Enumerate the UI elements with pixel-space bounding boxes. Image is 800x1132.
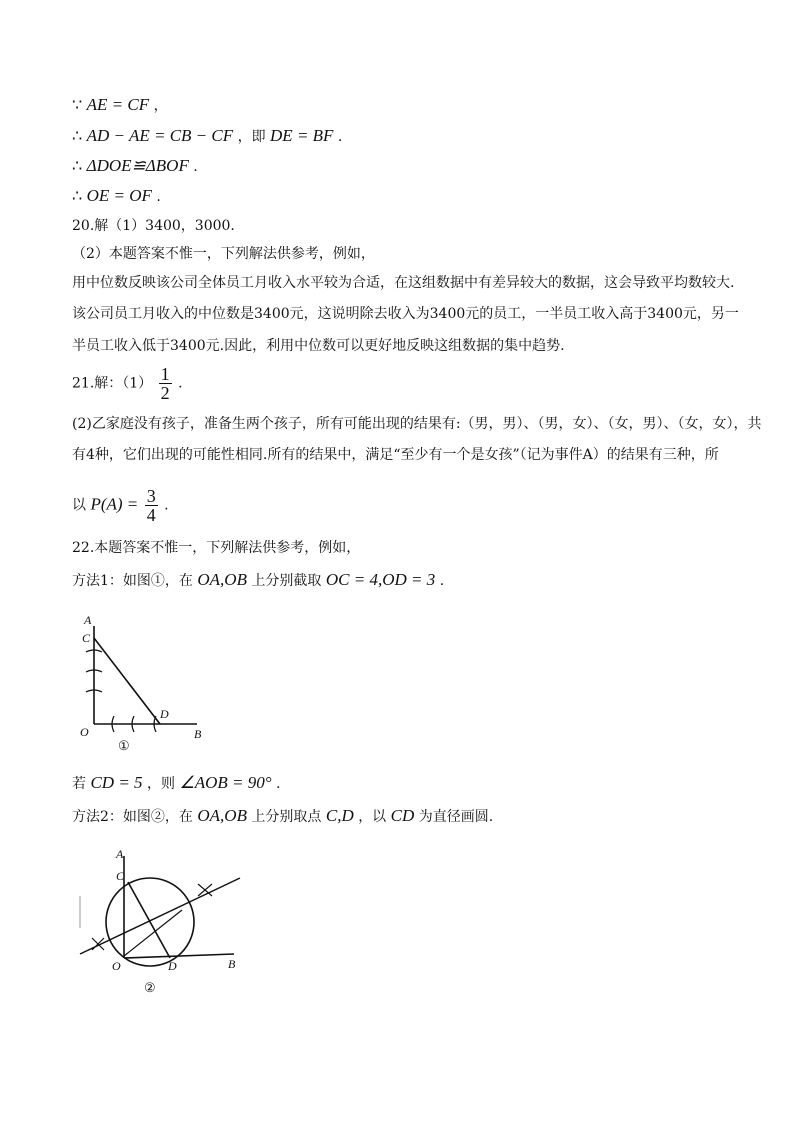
math-segment: OC = 4,OD = 3: [325, 570, 436, 589]
punctuation: .: [156, 189, 161, 205]
punctuation: .: [164, 497, 169, 514]
therefore-symbol: ∴: [72, 186, 83, 205]
q21-probability-line: [72, 487, 169, 524]
equation: AD − AE = CB − CF: [86, 126, 234, 145]
label-D: D: [160, 707, 169, 721]
text: 方法2：如图②，在: [72, 809, 193, 825]
q21-heading: 21.解：（1）: [72, 375, 153, 392]
math-segment: CD = 5: [90, 773, 143, 792]
q22-heading: 22.本题答案不惟一，下列解法供参考，例如，: [72, 540, 361, 556]
equation: AE = CF: [86, 95, 150, 114]
math-segment: OA,OB: [197, 806, 247, 825]
label-C: C: [116, 869, 125, 883]
label-C: C: [82, 631, 91, 645]
q20-heading: 20.解（1）3400，3000.: [72, 218, 235, 234]
text: 为直径画圆.: [418, 809, 494, 825]
connector-text: ，即: [237, 129, 266, 145]
figure-2-caption: ②: [144, 980, 156, 995]
probability-expression: P(A) =: [90, 494, 139, 514]
text: ，以: [358, 809, 387, 825]
text: 若: [72, 776, 86, 792]
text: 上分别截取: [251, 573, 322, 589]
label-B: B: [194, 727, 202, 741]
q20-paragraph-2: 用中位数反映该公司全体员工月收入水平较为合适，在这组数据中有差异较大的数据，这会导致平均数较大.: [72, 275, 735, 291]
therefore-symbol: ∴: [72, 126, 83, 145]
fraction-numerator: 3: [146, 486, 156, 506]
label-A: A: [84, 613, 92, 627]
proof-line-4: [72, 186, 161, 207]
segment-CD: [128, 882, 170, 958]
fraction-three-quarters: [145, 487, 158, 524]
math-segment: ∠AOB = 90°: [179, 773, 272, 792]
punctuation: .: [337, 129, 343, 145]
q21-paragraph-2: 有4种，它们出现的可能性相同.所有的结果中，满足“至少有一个是女孩”（记为事件A）的结果有三种，所: [72, 447, 719, 463]
punctuation: ，: [153, 98, 168, 114]
q21-heading-line: [72, 365, 183, 402]
fraction-denominator: 2: [160, 383, 170, 403]
q20-paragraph-3: 该公司员工月收入的中位数是3400元，这说明除去收入为3400元的员工，一半员工收入高于3400元，另一: [72, 306, 739, 322]
therefore-symbol: ∴: [72, 156, 83, 175]
punctuation: .: [193, 159, 198, 175]
q20-paragraph-4: 半员工收入低于3400元.因此，利用中位数可以更好地反映这组数据的集中趋势.: [72, 338, 565, 354]
segment-OC-helper: [124, 910, 182, 956]
fraction-denominator: 4: [146, 505, 156, 525]
proof-line-1: [72, 95, 168, 116]
equation: OE = OF: [86, 186, 152, 205]
label-A: A: [116, 847, 124, 861]
text: ，则: [147, 776, 175, 792]
proof-line-3: [72, 156, 198, 177]
text: 方法1：如图①，在: [72, 573, 193, 589]
q21-paragraph-1: (2)乙家庭没有孩子，准备生两个孩子，所有可能出现的结果有:（男，男）、（男，女）、（女，男）、（女，女），共: [72, 416, 762, 432]
label-O: O: [112, 959, 121, 973]
figure-2-diagram: [72, 846, 252, 1006]
label-B: B: [228, 957, 236, 971]
method-1-line: [72, 570, 444, 591]
figure-1-caption: ①: [118, 738, 130, 753]
figure-1-diagram: [72, 612, 222, 762]
punctuation: .: [178, 375, 183, 392]
equation: DE = BF: [270, 126, 334, 145]
fraction-one-half: [159, 365, 172, 402]
fraction-numerator: 1: [160, 364, 170, 384]
proof-line-2: [72, 126, 342, 147]
label-D: D: [168, 959, 177, 973]
method-1-result: [72, 773, 280, 794]
perpendicular-bisector: [80, 878, 240, 954]
math-segment: OA,OB: [197, 570, 247, 589]
punctuation: .: [439, 573, 445, 589]
because-symbol: ∵: [72, 95, 83, 114]
text: 以: [72, 497, 86, 514]
punctuation: .: [275, 776, 281, 792]
math-segment: CD: [390, 806, 415, 825]
method-2-line: [72, 806, 493, 827]
q20-paragraph-1: （2）本题答案不惟一，下列解法供参考，例如，: [72, 246, 375, 262]
label-O: O: [80, 725, 89, 739]
segment-CD: [94, 638, 160, 724]
math-segment: C,D: [325, 806, 354, 825]
text: 上分别取点: [251, 809, 322, 825]
equation: ΔDOE≌ΔBOF: [86, 156, 189, 175]
